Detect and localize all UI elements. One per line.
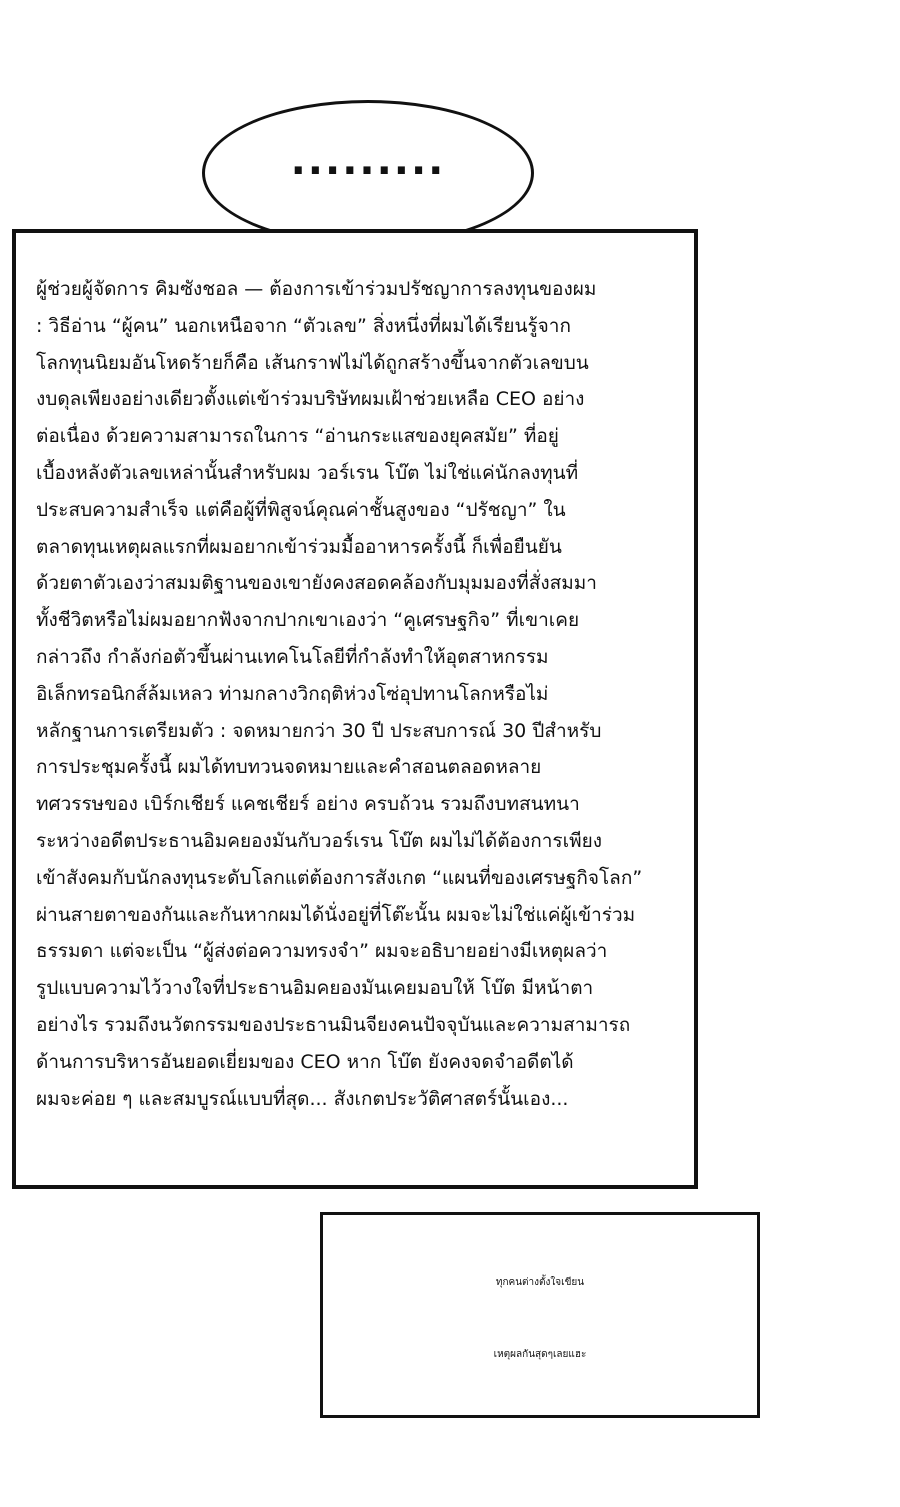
narration-line: ตลาดทุนเหตุผลแรกที่ผมอยากเข้าร่วมมื้ออาหารครั้งนี้ ก็เพื่อยืนยัน [36, 535, 562, 558]
bubble-ellipsis-text: ......... [290, 138, 446, 184]
caption-line: เหตุผลกันสุดๆเลยแฮะ [493, 1349, 587, 1360]
narration-line: ทศวรรษของ เบิร์กเชียร์ แคชเชียร์ อย่าง ครบถ้วน รวมถึงบทสนทนา [36, 793, 580, 816]
narration-line: ผู้ช่วยผู้จัดการ คิมซังชอล — ต้องการเข้าร่วมปรัชญาการลงทุนของผม [36, 278, 597, 300]
narration-line: : วิธีอ่าน “ผู้คน” นอกเหนือจาก “ตัวเลข” สิ่งหนึ่งที่ผมได้เรียนรู้จาก [36, 314, 571, 337]
narration-line: ด้านการบริหารอันยอดเยี่ยมของ CEO หาก โบ๊ต ยังคงจดจำอดีตได้ [36, 1050, 574, 1073]
speech-bubble [202, 100, 534, 246]
narration-line: อย่างไร รวมถึงนวัตกรรมของประธานมินจียงคนปัจจุบันและความสามารถ [36, 1013, 631, 1036]
narration-line: ผ่านสายตาของกันและกันหากผมได้นั่งอยู่ที่โต๊ะนั้น ผมจะไม่ใช่แค่ผู้เข้าร่วม [36, 903, 636, 926]
narration-line: ทั้งชีวิตหรือไม่ผมอยากฟังจากปากเขาเองว่า “คูเศรษฐกิจ” ที่เขาเคย [36, 609, 580, 632]
narration-line: เบื้องหลังตัวเลขเหล่านั้นสำหรับผม วอร์เรน โบ๊ต ไม่ใช่แค่นักลงทุนที่ [36, 461, 579, 484]
narration-line: หลักฐานการเตรียมตัว : จดหมายกว่า 30 ปี ประสบการณ์ 30 ปีสำหรับ [36, 719, 602, 742]
narration-line: การประชุมครั้งนี้ ผมได้ทบทวนจดหมายและคำสอนตลอดหลาย [36, 756, 542, 779]
narration-text-block [36, 271, 688, 1117]
narration-line: ด้วยตาตัวเองว่าสมมติฐานของเขายังคงสอดคล้องกับมุมมองที่สั่งสมมา [36, 572, 597, 595]
narration-line: อิเล็กทรอนิกส์ล้มเหลว ท่ามกลางวิกฤติห่วงโซ่อุปทานโลกหรือไม่ [36, 682, 549, 705]
caption-box [320, 1212, 760, 1418]
narration-line: ต่อเนื่อง ด้วยความสามารถในการ “อ่านกระแสของยุคสมัย” ที่อยู่ [36, 425, 559, 448]
narration-line: งบดุลเพียงอย่างเดียวตั้งแต่เข้าร่วมบริษัทผมเฝ้าช่วยเหลือ CEO อย่าง [36, 388, 585, 411]
narration-line: ระหว่างอดีตประธานอิมคยองมันกับวอร์เรน โบ๊ต ผมไม่ได้ต้องการเพียง [36, 829, 603, 852]
caption-line: ทุกคนต่างตั้งใจเขียน [495, 1277, 585, 1288]
narration-line: ประสบความสำเร็จ แต่คือผู้ที่พิสูจน์คุณค่าชั้นสูงของ “ปรัชญา” ใน [36, 498, 566, 521]
narration-line: รูปแบบความไว้วางใจที่ประธานอิมคยองมันเคยมอบให้ โบ๊ต มีหน้าตา [36, 977, 594, 1000]
narration-line: ผมจะค่อย ๆ และสมบูรณ์แบบที่สุด... สังเกตประวัติศาสตร์นั้นเอง... [36, 1087, 569, 1110]
narration-line: เข้าสังคมกับนักลงทุนระดับโลกแต่ต้องการสังเกต “แผนที่ของเศรษฐกิจโลก” [36, 866, 643, 889]
caption-text-block [323, 1247, 757, 1391]
narration-line: กล่าวถึง กำลังก่อตัวขึ้นผ่านเทคโนโลยีที่กำลังทำให้อุตสาหกรรม [36, 645, 549, 668]
narration-panel [12, 229, 698, 1189]
narration-line: โลกทุนนิยมอันโหดร้ายก็คือ เส้นกราฟไม่ได้ถูกสร้างขึ้นจากตัวเลขบน [36, 351, 589, 374]
narration-line: ธรรมดา แต่จะเป็น “ผู้ส่งต่อความทรงจำ” ผมจะอธิบายอย่างมีเหตุผลว่า [36, 940, 608, 963]
